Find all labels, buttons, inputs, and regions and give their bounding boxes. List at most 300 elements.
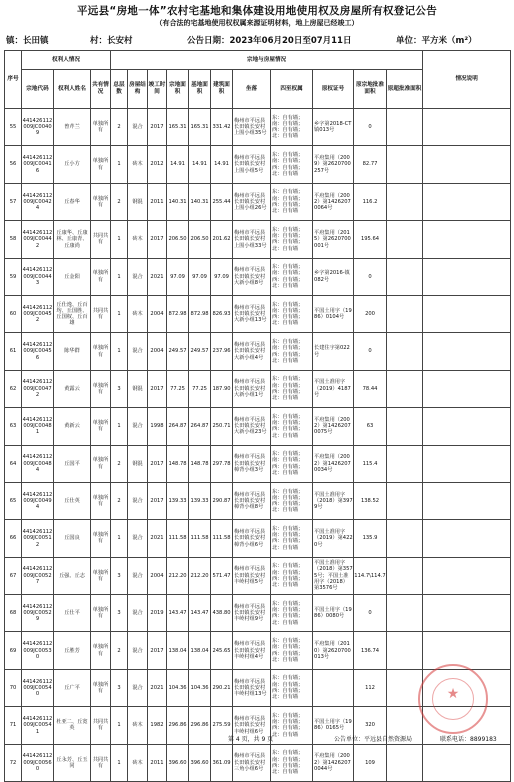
row-parcel-code: 441426112009JC00529 bbox=[22, 595, 54, 632]
row-base-area: 206.50 bbox=[189, 221, 211, 258]
row-base-area: 77.25 bbox=[189, 370, 211, 407]
col-land-area: 宗地面积 bbox=[167, 70, 189, 109]
row-build-area: 245.65 bbox=[211, 632, 233, 669]
row-owner: 丘仕逸、丘百均、丘国胜、丘国权、丘百雄 bbox=[54, 295, 91, 332]
table-row bbox=[5, 632, 511, 669]
table-row bbox=[5, 333, 511, 370]
row-boundaries: 东：自有墙；南：自有墙；西：自有墙；北：自有墙 bbox=[271, 146, 313, 183]
table-row bbox=[5, 557, 511, 594]
row-approved-area: 135.9 bbox=[354, 520, 387, 557]
row-structure: 混合 bbox=[128, 595, 148, 632]
row-owner: 丘广平 bbox=[54, 669, 91, 706]
seal-star-icon: ★ bbox=[446, 686, 460, 702]
row-approved-area: 109 bbox=[354, 744, 387, 781]
row-floors: 3 bbox=[111, 557, 128, 594]
row-seq: 62 bbox=[5, 370, 22, 407]
row-build-area: 826.93 bbox=[211, 295, 233, 332]
row-source: 平府集用（2002）第14262070075号 bbox=[313, 408, 354, 445]
row-floors: 1 bbox=[111, 221, 128, 258]
row-excess-area bbox=[387, 632, 423, 669]
row-build-area: 111.58 bbox=[211, 520, 233, 557]
row-seq: 58 bbox=[5, 221, 22, 258]
row-owner: 丘永芳、丘玉同 bbox=[54, 744, 91, 781]
row-seq: 59 bbox=[5, 258, 22, 295]
row-build-area: 361.09 bbox=[211, 744, 233, 781]
row-year: 2017 bbox=[148, 482, 167, 519]
row-structure: 混合 bbox=[128, 333, 148, 370]
row-year: 2011 bbox=[148, 183, 167, 220]
row-approved-area: 112 bbox=[354, 669, 387, 706]
row-structure: 混合 bbox=[128, 669, 148, 706]
col-parcel-code: 宗地代码 bbox=[22, 70, 54, 109]
row-ownership: 单独所有 bbox=[91, 183, 111, 220]
row-build-area: 275.59 bbox=[211, 707, 233, 744]
row-source: 平府集用（2002）第14262070064号 bbox=[313, 183, 354, 220]
row-year: 2021 bbox=[148, 520, 167, 557]
row-parcel-code: 441426112009JC00442 bbox=[22, 221, 54, 258]
row-year: 2017 bbox=[148, 109, 167, 146]
col-house-group: 宗地与房屋情况 bbox=[111, 51, 423, 70]
row-land-area: 138.04 bbox=[167, 632, 189, 669]
row-location: 梅州市平远县长田镇长安村大新小组4号 bbox=[233, 333, 271, 370]
row-note bbox=[423, 445, 511, 482]
col-location: 坐落 bbox=[233, 70, 271, 109]
row-location: 梅州市平远县长田镇长安村上围小组33号 bbox=[233, 221, 271, 258]
row-year: 2004 bbox=[148, 295, 167, 332]
row-note bbox=[423, 408, 511, 445]
row-location: 梅州市平远县长田镇长安村丰岭村组5号 bbox=[233, 557, 271, 594]
row-approved-area: 138.52 bbox=[354, 482, 387, 519]
row-land-area: 97.09 bbox=[167, 258, 189, 295]
table-row bbox=[5, 109, 511, 146]
row-note bbox=[423, 333, 511, 370]
row-seq: 69 bbox=[5, 632, 22, 669]
col-floors: 总层数 bbox=[111, 70, 128, 109]
row-year: 1998 bbox=[148, 408, 167, 445]
row-seq: 63 bbox=[5, 408, 22, 445]
row-ownership: 共同共有 bbox=[91, 295, 111, 332]
row-excess-area bbox=[387, 408, 423, 445]
table-row bbox=[5, 146, 511, 183]
row-boundaries: 东：自有墙；南：自有墙；西：自有墙；北：自有墙 bbox=[271, 183, 313, 220]
row-base-area: 138.04 bbox=[189, 632, 211, 669]
row-excess-area bbox=[387, 221, 423, 258]
row-year: 2021 bbox=[148, 258, 167, 295]
row-excess-area bbox=[387, 557, 423, 594]
row-boundaries: 东：自有墙；南：自有墙；西：自有墙；北：自有墙 bbox=[271, 445, 313, 482]
row-parcel-code: 441426112009JC00472 bbox=[22, 370, 54, 407]
row-floors: 3 bbox=[111, 370, 128, 407]
row-structure: 砖木 bbox=[128, 146, 148, 183]
row-approved-area: 78.44 bbox=[354, 370, 387, 407]
row-approved-area: 116.2 bbox=[354, 183, 387, 220]
table-row bbox=[5, 595, 511, 632]
row-source: 平国土准用字（2019）第4220号 bbox=[313, 520, 354, 557]
row-location: 梅州市平远县长田镇长安村大新小组13号 bbox=[233, 295, 271, 332]
row-boundaries: 东：自有墙；南：自有墙；西：自有墙；北：自有墙 bbox=[271, 333, 313, 370]
row-location: 梅州市平远县长田镇长安村上围小组35号 bbox=[233, 109, 271, 146]
row-base-area: 14.91 bbox=[189, 146, 211, 183]
row-land-area: 206.50 bbox=[167, 221, 189, 258]
row-boundaries: 东：自有墙；南：自有墙；西：自有墙；北：自有墙 bbox=[271, 370, 313, 407]
row-approved-area: 200 bbox=[354, 295, 387, 332]
row-parcel-code: 441426112009JC00512 bbox=[22, 520, 54, 557]
row-floors: 2 bbox=[111, 445, 128, 482]
table-row bbox=[5, 183, 511, 220]
row-ownership: 单独所有 bbox=[91, 557, 111, 594]
row-floors: 2 bbox=[111, 482, 128, 519]
row-location: 梅州市平远县长田镇长安村丰岭村组6号 bbox=[233, 707, 271, 744]
row-owner: 丘金阳 bbox=[54, 258, 91, 295]
row-seq: 57 bbox=[5, 183, 22, 220]
col-build-area: 建筑面积 bbox=[211, 70, 233, 109]
row-build-area: 438.80 bbox=[211, 595, 233, 632]
row-excess-area bbox=[387, 183, 423, 220]
row-boundaries: 东：自有墙；南：自有墙；西：自有墙；北：自有墙 bbox=[271, 557, 313, 594]
row-owner: 黄露云 bbox=[54, 370, 91, 407]
row-structure: 混合 bbox=[128, 520, 148, 557]
row-base-area: 264.87 bbox=[189, 408, 211, 445]
row-build-area: 187.90 bbox=[211, 370, 233, 407]
col-base-area: 基地面积 bbox=[189, 70, 211, 109]
row-location: 梅州市平远县长田镇长安村大新小组1号 bbox=[233, 370, 271, 407]
row-land-area: 14.91 bbox=[167, 146, 189, 183]
row-floors: 2 bbox=[111, 183, 128, 220]
row-parcel-code: 441426112009JC00409 bbox=[22, 109, 54, 146]
row-source: 平府集用（2002）第14262070044号 bbox=[313, 744, 354, 781]
row-ownership: 单独所有 bbox=[91, 109, 111, 146]
row-base-area: 396.60 bbox=[189, 744, 211, 781]
row-floors: 1 bbox=[111, 707, 128, 744]
page-subtitle: （有合法的宅基地使用权权属来源证明材料，地上房屋已经竣工） bbox=[155, 19, 359, 27]
row-base-area: 872.98 bbox=[189, 295, 211, 332]
row-approved-area: 0 bbox=[354, 333, 387, 370]
row-boundaries: 东：自有墙；南：自有墙；西：自有墙；北：自有墙 bbox=[271, 520, 313, 557]
village-label: 村：长安村 bbox=[90, 36, 133, 46]
row-note bbox=[423, 370, 511, 407]
row-ownership: 共同共有 bbox=[91, 744, 111, 781]
row-note bbox=[423, 744, 511, 781]
row-source: 乡字第2016-镇082号 bbox=[313, 258, 354, 295]
row-parcel-code: 441426112009JC00540 bbox=[22, 669, 54, 706]
table-row bbox=[5, 221, 511, 258]
row-approved-area: 114.7\114.7 bbox=[354, 557, 387, 594]
row-source: 平府集用（2015）第2620700001号 bbox=[313, 221, 354, 258]
row-source: 平国土准用字（2018）第3979号 bbox=[313, 482, 354, 519]
page-title: 平远县“房地一体”农村宅基地和集体建设用地使用权及房屋所有权登记公告 bbox=[77, 5, 437, 17]
row-boundaries: 东：自有墙；南：自有墙；西：自有墙；北：自有墙 bbox=[271, 295, 313, 332]
row-boundaries: 东：自有墙；南：自有墙；西：自有墙；北：自有墙 bbox=[271, 408, 313, 445]
row-structure: 混合 bbox=[128, 408, 148, 445]
row-ownership: 单独所有 bbox=[91, 595, 111, 632]
row-boundaries: 东：自有墙；南：自有墙；西：自有墙；北：自有墙 bbox=[271, 707, 313, 744]
row-boundaries: 东：自有墙；南：自有墙；西：自有墙；北：自有墙 bbox=[271, 632, 313, 669]
row-source bbox=[313, 669, 354, 706]
row-build-area: 290.21 bbox=[211, 669, 233, 706]
row-floors: 3 bbox=[111, 595, 128, 632]
row-excess-area bbox=[387, 258, 423, 295]
row-seq: 64 bbox=[5, 445, 22, 482]
row-floors: 1 bbox=[111, 146, 128, 183]
row-structure: 混合 bbox=[128, 482, 148, 519]
row-ownership: 单独所有 bbox=[91, 632, 111, 669]
row-source: 平国土用字（1986）0080号 bbox=[313, 595, 354, 632]
row-build-area: 297.78 bbox=[211, 445, 233, 482]
row-land-area: 165.31 bbox=[167, 109, 189, 146]
row-seq: 55 bbox=[5, 109, 22, 146]
row-boundaries: 东：自有墙；南：自有墙；西：自有墙；北：自有墙 bbox=[271, 221, 313, 258]
row-location: 梅州市平远县长田镇长安村上围小组5号 bbox=[233, 146, 271, 183]
row-note bbox=[423, 295, 511, 332]
row-approved-area: 82.77 bbox=[354, 146, 387, 183]
row-note bbox=[423, 183, 511, 220]
row-boundaries: 东：自有墙；南：自有墙；西：自有墙；北：自有墙 bbox=[271, 109, 313, 146]
row-structure: 砖木 bbox=[128, 221, 148, 258]
row-land-area: 77.25 bbox=[167, 370, 189, 407]
row-parcel-code: 441426112009JC00456 bbox=[22, 333, 54, 370]
row-owner: 杜亚二、丘宽英 bbox=[54, 707, 91, 744]
row-source: 乡字第2018-CT镇013号 bbox=[313, 109, 354, 146]
col-excess-area: 原超批准面积 bbox=[387, 70, 423, 109]
row-excess-area bbox=[387, 744, 423, 781]
row-ownership: 单独所有 bbox=[91, 482, 111, 519]
row-approved-area: 0 bbox=[354, 109, 387, 146]
row-base-area: 97.09 bbox=[189, 258, 211, 295]
table-row bbox=[5, 520, 511, 557]
row-year: 1982 bbox=[148, 707, 167, 744]
row-location: 梅州市平远县长田镇长安村樟背小组3号 bbox=[233, 445, 271, 482]
row-base-area: 249.57 bbox=[189, 333, 211, 370]
row-excess-area bbox=[387, 445, 423, 482]
row-land-area: 139.33 bbox=[167, 482, 189, 519]
row-approved-area: 0 bbox=[354, 258, 387, 295]
row-note bbox=[423, 221, 511, 258]
row-structure: 钢混 bbox=[128, 370, 148, 407]
row-land-area: 111.58 bbox=[167, 520, 189, 557]
row-ownership: 单独所有 bbox=[91, 370, 111, 407]
col-notes: 情况说明 bbox=[423, 51, 511, 109]
row-ownership: 单独所有 bbox=[91, 520, 111, 557]
page-footer bbox=[4, 734, 510, 744]
row-year: 2017 bbox=[148, 221, 167, 258]
row-parcel-code: 441426112009JC00416 bbox=[22, 146, 54, 183]
row-base-area: 296.86 bbox=[189, 707, 211, 744]
row-note bbox=[423, 482, 511, 519]
page-number: 第 4 页，共 9 页 bbox=[228, 736, 274, 743]
unit-label: 单位：平方米（m²） bbox=[396, 36, 477, 46]
row-excess-area bbox=[387, 295, 423, 332]
row-base-area: 143.47 bbox=[189, 595, 211, 632]
row-year: 2017 bbox=[148, 632, 167, 669]
row-year: 2021 bbox=[148, 669, 167, 706]
row-location: 梅州市平远县长田镇长安村大新小组23号 bbox=[233, 408, 271, 445]
row-location: 梅州市平远县长田镇长安村丰岭村组4号 bbox=[233, 632, 271, 669]
row-land-area: 872.98 bbox=[167, 295, 189, 332]
info-bar bbox=[4, 34, 510, 48]
row-source: 长建住字第022号 bbox=[313, 333, 354, 370]
row-location: 梅州市平远县长田镇长安村丰岭村组13号 bbox=[233, 669, 271, 706]
town-label: 镇：长田镇 bbox=[6, 36, 49, 46]
row-approved-area: 136.74 bbox=[354, 632, 387, 669]
row-floors: 1 bbox=[111, 295, 128, 332]
row-seq: 60 bbox=[5, 295, 22, 332]
row-parcel-code: 441426112009JC00452 bbox=[22, 295, 54, 332]
row-floors: 1 bbox=[111, 520, 128, 557]
row-note bbox=[423, 557, 511, 594]
row-year: 2004 bbox=[148, 557, 167, 594]
row-owner: 丘仕英 bbox=[54, 482, 91, 519]
official-seal bbox=[418, 664, 488, 734]
row-boundaries: 东：自有墙；南：自有墙；西：自有墙；北：自有墙 bbox=[271, 669, 313, 706]
row-land-area: 148.78 bbox=[167, 445, 189, 482]
row-seq: 56 bbox=[5, 146, 22, 183]
row-owner: 丘小方 bbox=[54, 146, 91, 183]
row-owner: 黄新云 bbox=[54, 408, 91, 445]
row-parcel-code: 441426112009JC00530 bbox=[22, 632, 54, 669]
row-excess-area bbox=[387, 333, 423, 370]
col-year: 竣工时间 bbox=[148, 70, 167, 109]
row-year: 2019 bbox=[148, 595, 167, 632]
table-row bbox=[5, 482, 511, 519]
row-base-area: 148.78 bbox=[189, 445, 211, 482]
row-note bbox=[423, 632, 511, 669]
col-owner: 权利人姓名 bbox=[54, 70, 91, 109]
row-note bbox=[423, 258, 511, 295]
row-base-area: 104.36 bbox=[189, 669, 211, 706]
row-parcel-code: 441426112009JC00484 bbox=[22, 445, 54, 482]
row-floors: 3 bbox=[111, 669, 128, 706]
row-land-area: 396.60 bbox=[167, 744, 189, 781]
row-ownership: 单独所有 bbox=[91, 258, 111, 295]
row-source: 平国土用字（1986）0165号 bbox=[313, 707, 354, 744]
row-boundaries: 东：自有墙；南：自有墙；西：自有墙；北：自有墙 bbox=[271, 482, 313, 519]
row-approved-area: 63 bbox=[354, 408, 387, 445]
row-owner: 曾芹兰 bbox=[54, 109, 91, 146]
row-boundaries: 东：自有墙；南：自有墙；西：自有墙；北：自有墙 bbox=[271, 595, 313, 632]
footer-phone: 联系电话：8899183 bbox=[440, 736, 497, 743]
row-structure: 砖木 bbox=[128, 295, 148, 332]
row-structure: 混合 bbox=[128, 557, 148, 594]
row-year: 2012 bbox=[148, 146, 167, 183]
footer-org: 公告单位：平远县自然资源局 bbox=[334, 736, 413, 743]
table-row bbox=[5, 445, 511, 482]
row-parcel-code: 441426112009JC00424 bbox=[22, 183, 54, 220]
row-structure: 钢混 bbox=[128, 183, 148, 220]
row-seq: 71 bbox=[5, 707, 22, 744]
row-structure: 砖木 bbox=[128, 707, 148, 744]
row-year: 2004 bbox=[148, 333, 167, 370]
period-label: 公告日期：2023年06月20日至07月11日 bbox=[187, 36, 352, 46]
row-seq: 68 bbox=[5, 595, 22, 632]
row-location: 梅州市平远县长田镇长安村樟背小组8号 bbox=[233, 482, 271, 519]
col-approved-area: 原宗地批准面积 bbox=[354, 70, 387, 109]
row-approved-area: 320 bbox=[354, 707, 387, 744]
row-excess-area bbox=[387, 482, 423, 519]
col-structure: 房屋结构 bbox=[128, 70, 148, 109]
row-approved-area: 0 bbox=[354, 595, 387, 632]
row-source: 平府集用（2010）第2620700013号 bbox=[313, 632, 354, 669]
row-structure: 钢混 bbox=[128, 445, 148, 482]
table-row bbox=[5, 258, 511, 295]
row-build-area: 255.44 bbox=[211, 183, 233, 220]
col-boundaries: 四至权属 bbox=[271, 70, 313, 109]
row-excess-area bbox=[387, 370, 423, 407]
row-ownership: 共同共有 bbox=[91, 707, 111, 744]
row-structure: 混合 bbox=[128, 109, 148, 146]
row-approved-area: 195.64 bbox=[354, 221, 387, 258]
row-land-area: 140.31 bbox=[167, 183, 189, 220]
table-row bbox=[5, 744, 511, 781]
row-source: 平府集用（2009）第2620700257号 bbox=[313, 146, 354, 183]
row-structure: 砖木 bbox=[128, 744, 148, 781]
row-parcel-code: 441426112009JC00481 bbox=[22, 408, 54, 445]
row-parcel-code: 441426112009JC00494 bbox=[22, 482, 54, 519]
row-owner: 丘康华、丘康林、丘康青、丘康尚 bbox=[54, 221, 91, 258]
row-owner: 丘春华 bbox=[54, 183, 91, 220]
row-land-area: 249.57 bbox=[167, 333, 189, 370]
table-row bbox=[5, 295, 511, 332]
row-boundaries: 东：自有墙；南：自有墙；西：自有墙；北：自有墙 bbox=[271, 258, 313, 295]
row-ownership: 单独所有 bbox=[91, 408, 111, 445]
row-boundaries: 东：自有墙；南：自有墙；西：自有墙；北：自有墙 bbox=[271, 744, 313, 781]
row-floors: 1 bbox=[111, 258, 128, 295]
row-land-area: 212.20 bbox=[167, 557, 189, 594]
row-land-area: 104.36 bbox=[167, 669, 189, 706]
row-parcel-code: 441426112009JC00560 bbox=[22, 744, 54, 781]
row-note bbox=[423, 146, 511, 183]
row-ownership: 共同共有 bbox=[91, 221, 111, 258]
row-structure: 混合 bbox=[128, 632, 148, 669]
row-location: 梅州市平远县长田镇长安村上围小组26号 bbox=[233, 183, 271, 220]
row-excess-area bbox=[387, 520, 423, 557]
row-location: 梅州市平远县长田镇长安村三角小组6号 bbox=[233, 744, 271, 781]
row-build-area: 237.96 bbox=[211, 333, 233, 370]
row-location: 梅州市平远县长田镇长安村丰岭村组9号 bbox=[233, 595, 271, 632]
row-ownership: 单独所有 bbox=[91, 333, 111, 370]
row-structure: 混合 bbox=[128, 258, 148, 295]
row-land-area: 296.86 bbox=[167, 707, 189, 744]
row-owner: 丘强、丘志 bbox=[54, 557, 91, 594]
row-note bbox=[423, 109, 511, 146]
row-owner: 陈华群 bbox=[54, 333, 91, 370]
row-parcel-code: 441426112009JC00541 bbox=[22, 707, 54, 744]
row-build-area: 571.47 bbox=[211, 557, 233, 594]
row-base-area: 165.31 bbox=[189, 109, 211, 146]
row-build-area: 331.42 bbox=[211, 109, 233, 146]
row-floors: 1 bbox=[111, 408, 128, 445]
row-floors: 1 bbox=[111, 744, 128, 781]
row-build-area: 201.62 bbox=[211, 221, 233, 258]
row-ownership: 单独所有 bbox=[91, 445, 111, 482]
row-land-area: 264.87 bbox=[167, 408, 189, 445]
row-source: 平国土用字（1986）0104号 bbox=[313, 295, 354, 332]
row-build-area: 14.91 bbox=[211, 146, 233, 183]
row-land-area: 143.47 bbox=[167, 595, 189, 632]
col-ownership: 共有情况 bbox=[91, 70, 111, 109]
row-seq: 72 bbox=[5, 744, 22, 781]
row-location: 梅州市平远县长田镇长安村大新小组8号 bbox=[233, 258, 271, 295]
row-build-area: 97.09 bbox=[211, 258, 233, 295]
row-seq: 66 bbox=[5, 520, 22, 557]
col-source: 原权证号 bbox=[313, 70, 354, 109]
row-year: 2017 bbox=[148, 445, 167, 482]
row-excess-area bbox=[387, 146, 423, 183]
row-note bbox=[423, 520, 511, 557]
row-ownership: 单独所有 bbox=[91, 146, 111, 183]
row-source: 平府集用（2002）第14262070034号 bbox=[313, 445, 354, 482]
row-year: 2011 bbox=[148, 744, 167, 781]
row-floors: 1 bbox=[111, 333, 128, 370]
